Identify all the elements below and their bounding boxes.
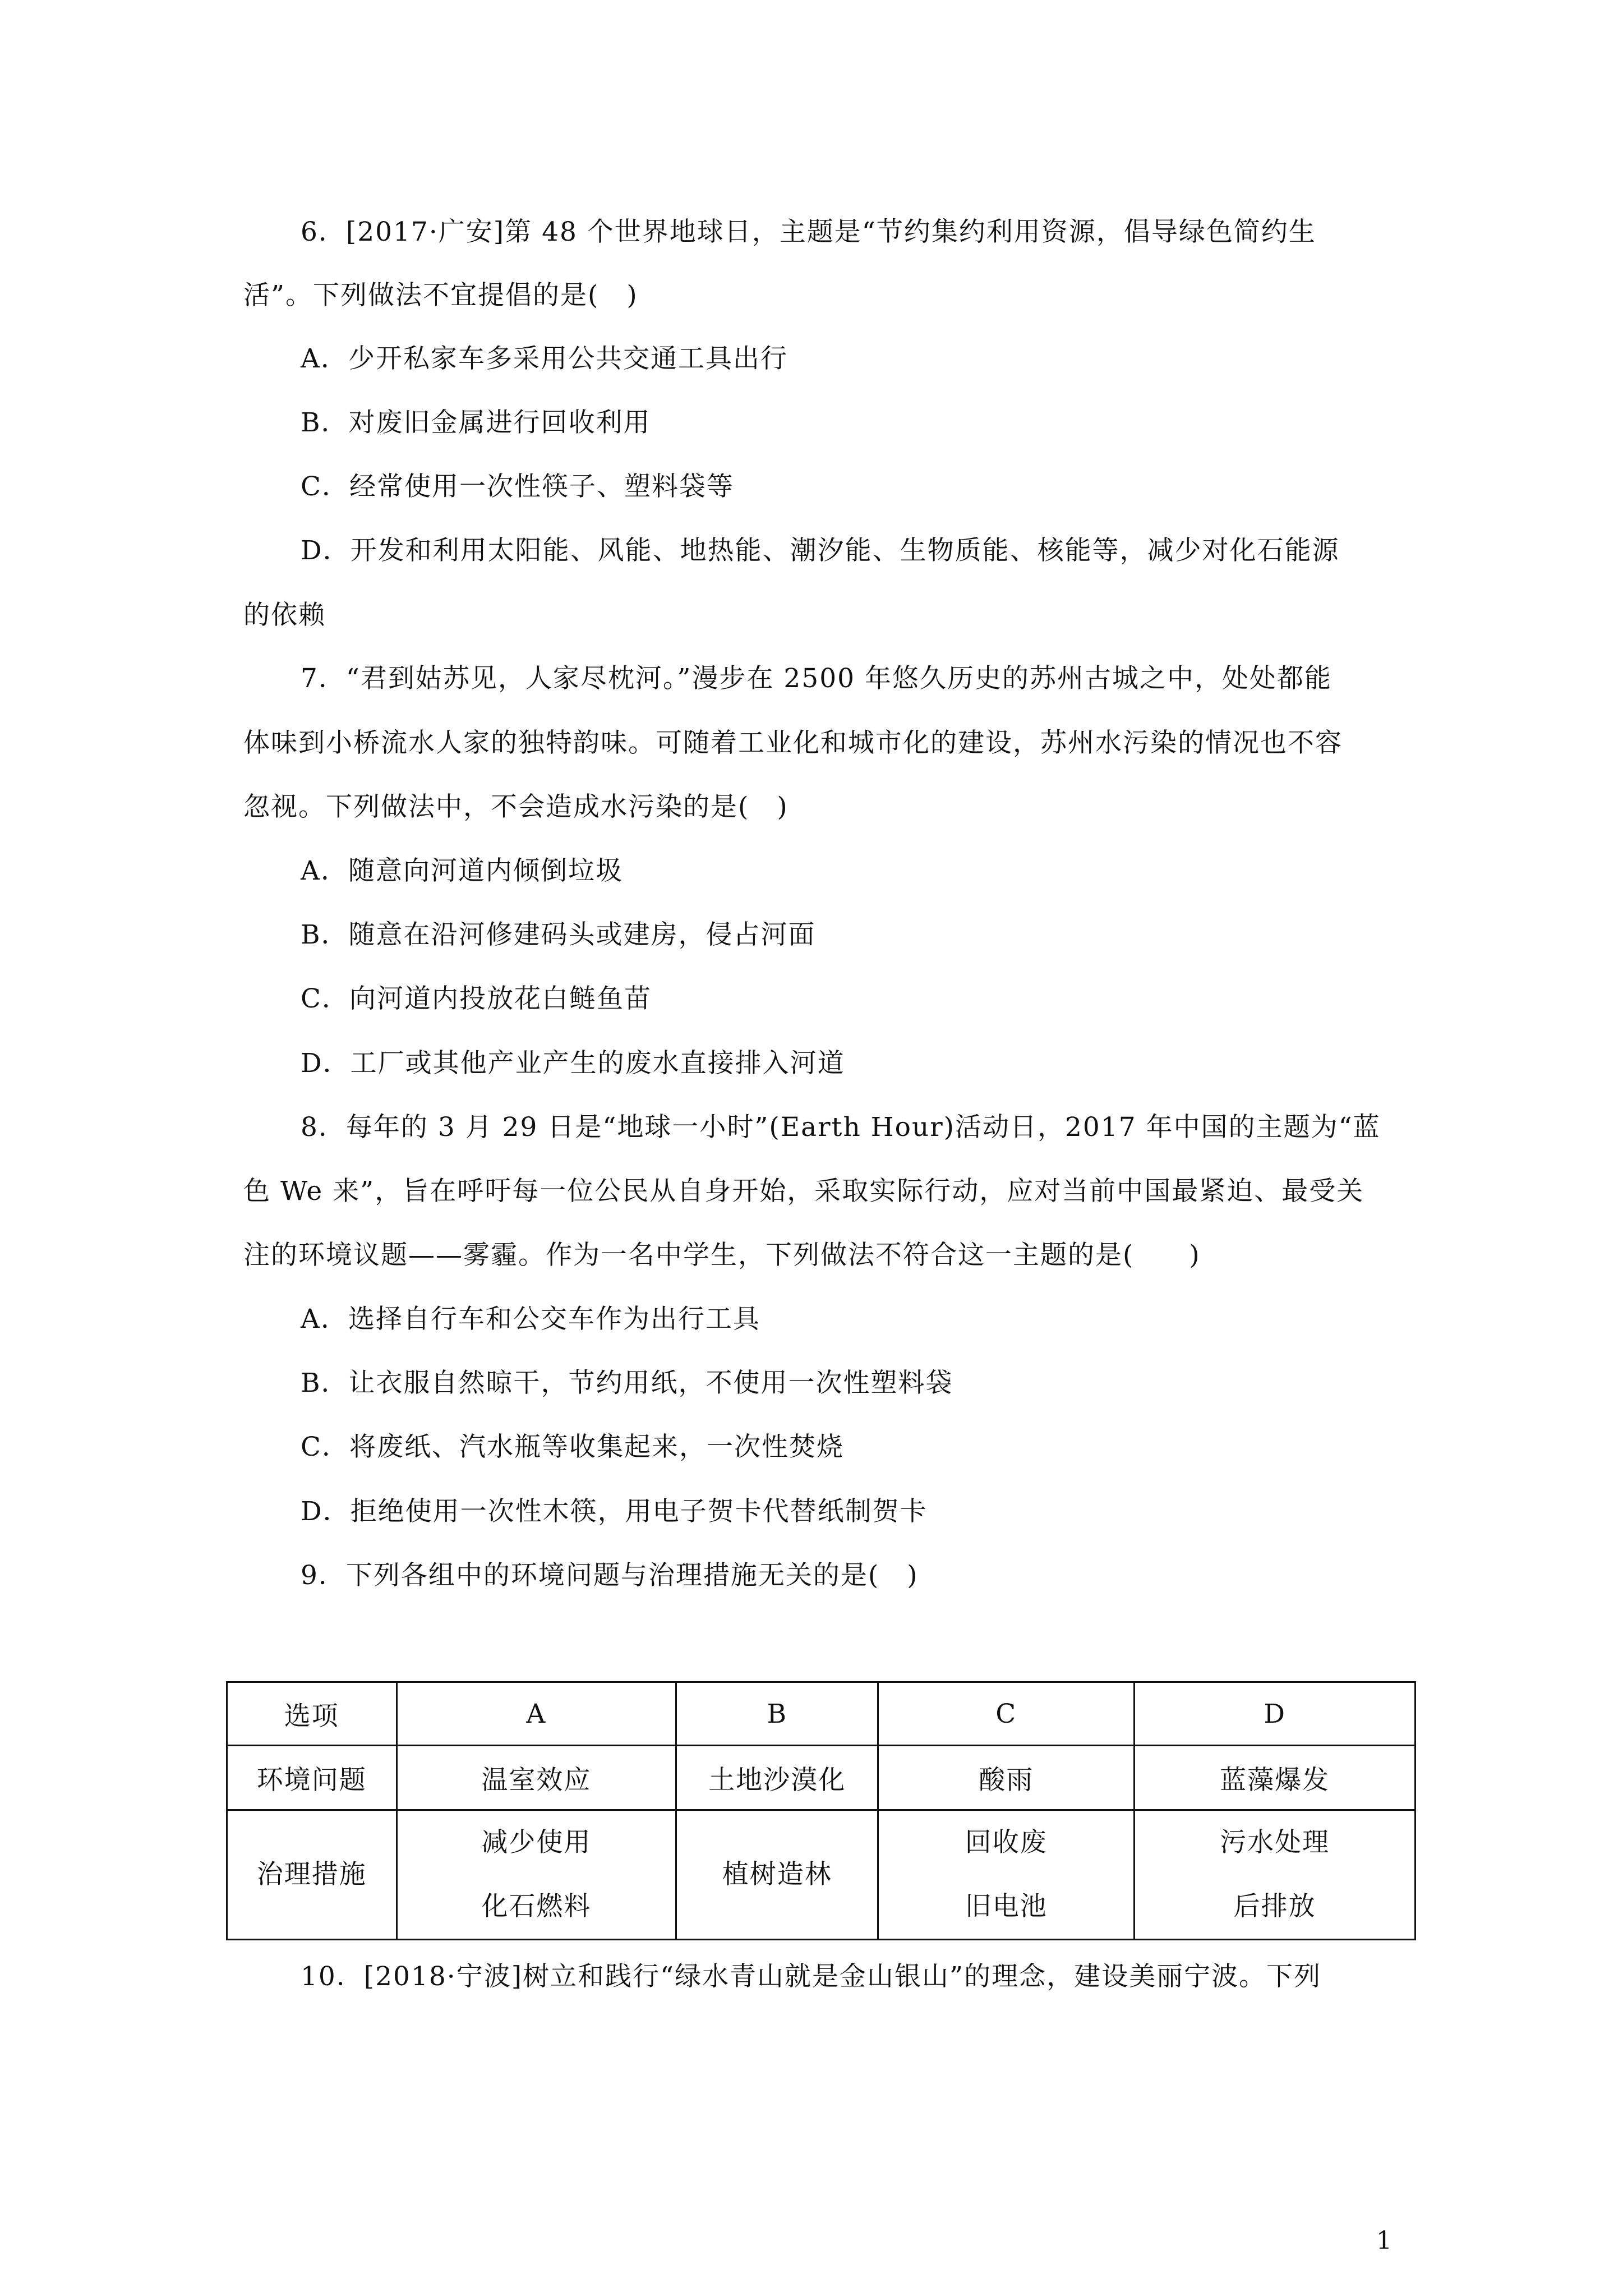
table-cell [878, 1810, 1135, 1940]
table-cell: 治理措施 [227, 1810, 397, 1940]
q8-line-3: 注的环境议题——雾霾。作为一名中学生，下列做法不符合这一主题的是( ) [243, 1240, 1201, 1271]
q7-line-2: 体味到小桥流水人家的独特韵味。可随着工业化和城市化的建设，苏州水污染的情况也不容 [243, 728, 1343, 758]
q8-line-2: 色 We 来”，旨在呼吁每一位公民从自身开始，采取实际行动，应对当前中国最紧迫、最受关 [243, 1176, 1364, 1207]
q10-line-1: 10．[2018·宁波]树立和践行“绿水青山就是金山银山”的理念，建设美丽宁波。下列 [301, 1961, 1322, 1992]
q7-option-c: C．向河道内投放花白鲢鱼苗 [301, 983, 652, 1014]
table-cell: 蓝藻爆发 [1135, 1746, 1415, 1810]
table-row-measure [227, 1810, 1415, 1940]
q6-option-d-cont: 的依赖 [243, 600, 326, 631]
q8-option-c: C．将废纸、汽水瓶等收集起来，一次性焚烧 [301, 1432, 844, 1462]
cell-line: 化石燃料 [481, 1891, 592, 1922]
q9-table [226, 1681, 1416, 1940]
table-row-problem [227, 1746, 1415, 1810]
table-header-cell: A [396, 1682, 676, 1746]
q8-option-a: A．选择自行车和公交车作为出行工具 [301, 1304, 760, 1335]
cell-line: 后排放 [1233, 1891, 1316, 1922]
q6-option-a: A．少开私家车多采用公共交通工具出行 [301, 343, 788, 374]
q9-line-1: 9．下列各组中的环境问题与治理措施无关的是( ) [301, 1560, 919, 1591]
table-cell: 土地沙漠化 [676, 1746, 878, 1810]
table-header-row [227, 1682, 1415, 1746]
q8-option-b: B．让衣服自然晾干，节约用纸，不使用一次性塑料袋 [301, 1368, 953, 1398]
cell-line: 旧电池 [965, 1891, 1048, 1922]
cell-line: 污水处理 [1220, 1827, 1330, 1858]
table-cell [396, 1810, 676, 1940]
q7-option-d: D．工厂或其他产业产生的废水直接排入河道 [301, 1048, 845, 1079]
q6-line-2: 活”。下列做法不宜提倡的是( ) [243, 280, 638, 311]
table-header-cell: B [676, 1682, 878, 1746]
table-cell: 温室效应 [396, 1746, 676, 1810]
q6-option-c: C．经常使用一次性筷子、塑料袋等 [301, 471, 734, 502]
table-header-cell: C [878, 1682, 1135, 1746]
table-cell [1135, 1810, 1415, 1940]
q8-line-1: 8．每年的 3 月 29 日是“地球一小时”(Earth Hour)活动日，2017 年中国的主题为“蓝 [301, 1112, 1381, 1143]
q6-option-b: B．对废旧金属进行回收利用 [301, 407, 651, 438]
q6-line-1: 6．[2017·广安]第 48 个世界地球日，主题是“节约集约利用资源，倡导绿色简约生 [301, 217, 1316, 247]
cell-line: 减少使用 [481, 1827, 592, 1858]
q7-line-1: 7．“君到姑苏见，人家尽枕河。”漫步在 2500 年悠久历史的苏州古城之中，处处都能 [301, 663, 1332, 694]
q6-option-d: D．开发和利用太阳能、风能、地热能、潮汐能、生物质能、核能等，减少对化石能源 [301, 535, 1340, 566]
q7-line-3: 忽视。下列做法中，不会造成水污染的是( ) [243, 792, 789, 822]
q8-option-d: D．拒绝使用一次性木筷，用电子贺卡代替纸制贺卡 [301, 1496, 928, 1527]
table-cell: 植树造林 [676, 1810, 878, 1940]
q7-option-b: B．随意在沿河修建码头或建房，侵占河面 [301, 919, 816, 950]
page-number: 1 [1376, 2226, 1392, 2255]
cell-line: 回收废 [965, 1827, 1048, 1858]
table-header-cell: 选项 [227, 1682, 397, 1746]
table-header-cell: D [1135, 1682, 1415, 1746]
table-cell: 环境问题 [227, 1746, 397, 1810]
q7-option-a: A．随意向河道内倾倒垃圾 [301, 855, 623, 886]
table-cell: 酸雨 [878, 1746, 1135, 1810]
